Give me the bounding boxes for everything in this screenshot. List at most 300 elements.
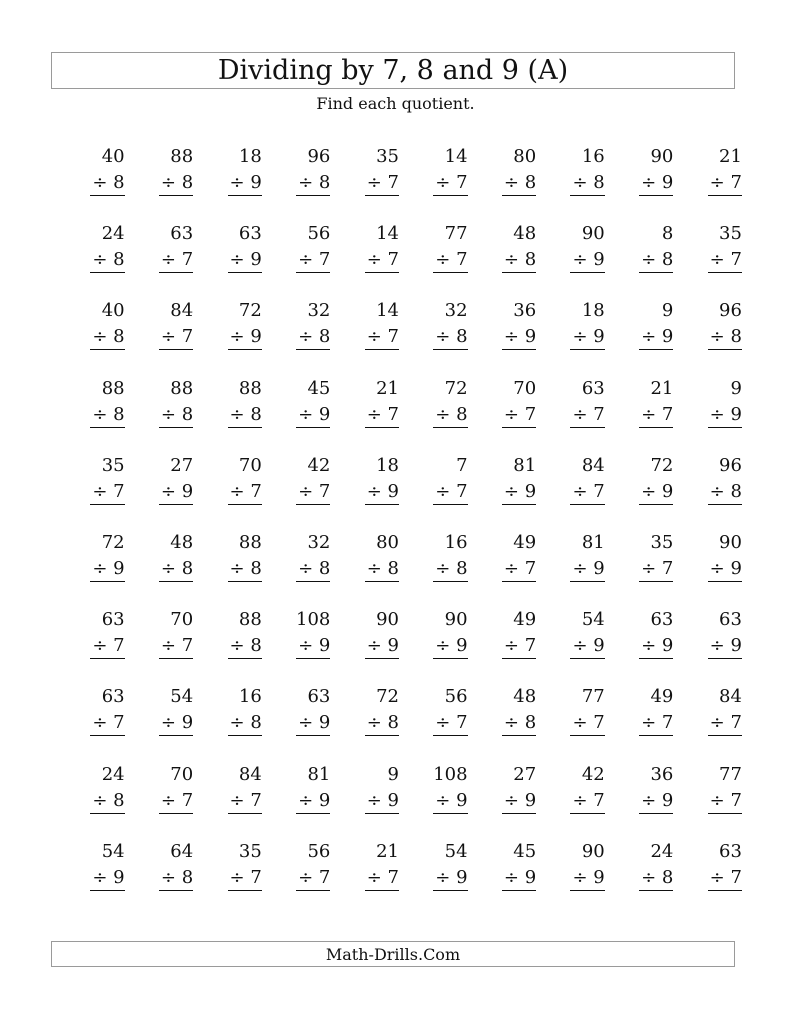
divisor: ÷ 7 bbox=[159, 247, 193, 273]
divisor: ÷ 7 bbox=[502, 633, 536, 659]
divisor: ÷ 9 bbox=[570, 247, 604, 273]
divisor: ÷ 9 bbox=[502, 865, 536, 891]
dividend: 32 bbox=[307, 300, 331, 322]
dividend: 70 bbox=[170, 609, 194, 631]
division-problem bbox=[413, 762, 482, 839]
dividend: 9 bbox=[661, 300, 674, 322]
divisor: ÷ 8 bbox=[708, 479, 742, 505]
divisor: ÷ 9 bbox=[570, 324, 604, 350]
dividend: 14 bbox=[444, 146, 468, 167]
divisor: ÷ 7 bbox=[708, 710, 742, 736]
dividend: 63 bbox=[581, 377, 605, 399]
division-problem bbox=[687, 298, 756, 375]
division-problem bbox=[619, 839, 688, 916]
divisor: ÷ 7 bbox=[228, 865, 262, 891]
dividend: 35 bbox=[101, 454, 125, 476]
division-problem bbox=[619, 221, 688, 298]
division-problem bbox=[70, 144, 139, 221]
divisor: ÷ 8 bbox=[502, 247, 536, 273]
division-problem bbox=[687, 530, 756, 607]
dividend: 81 bbox=[581, 531, 605, 553]
divisor: ÷ 7 bbox=[296, 479, 330, 505]
division-problem bbox=[139, 762, 208, 839]
dividend: 16 bbox=[581, 146, 605, 167]
divisor: ÷ 9 bbox=[502, 479, 536, 505]
dividend: 24 bbox=[101, 763, 125, 785]
divisor: ÷ 7 bbox=[228, 788, 262, 814]
dividend: 90 bbox=[719, 531, 742, 553]
dividend: 45 bbox=[513, 840, 537, 862]
dividend: 108 bbox=[433, 763, 468, 785]
dividend: 56 bbox=[307, 840, 331, 862]
divisor: ÷ 7 bbox=[433, 479, 467, 505]
dividend: 9 bbox=[387, 763, 399, 785]
dividend: 72 bbox=[376, 686, 399, 708]
dividend: 63 bbox=[101, 686, 125, 708]
division-problem bbox=[70, 376, 139, 453]
divisor: ÷ 9 bbox=[639, 633, 673, 659]
dividend: 14 bbox=[376, 223, 399, 245]
divisor: ÷ 7 bbox=[708, 865, 742, 891]
dividend: 18 bbox=[376, 454, 399, 476]
divisor: ÷ 8 bbox=[433, 324, 467, 350]
division-problem bbox=[207, 453, 276, 530]
division-problem bbox=[550, 298, 619, 375]
divisor: ÷ 9 bbox=[502, 788, 536, 814]
divisor: ÷ 7 bbox=[708, 247, 742, 273]
division-problem bbox=[619, 453, 688, 530]
division-problem bbox=[344, 684, 413, 761]
division-problem bbox=[482, 530, 551, 607]
division-problem bbox=[619, 144, 688, 221]
division-problem bbox=[70, 298, 139, 375]
division-problem bbox=[276, 453, 345, 530]
division-problem bbox=[550, 607, 619, 684]
divisor: ÷ 8 bbox=[90, 324, 124, 350]
divisor: ÷ 9 bbox=[570, 633, 604, 659]
dividend: 81 bbox=[307, 763, 331, 785]
divisor: ÷ 9 bbox=[639, 170, 673, 196]
divisor: ÷ 7 bbox=[639, 556, 673, 582]
division-problem bbox=[276, 298, 345, 375]
dividend: 27 bbox=[513, 763, 537, 785]
divisor: ÷ 8 bbox=[159, 556, 193, 582]
divisor: ÷ 7 bbox=[365, 170, 399, 196]
divisor: ÷ 7 bbox=[708, 788, 742, 814]
dividend: 8 bbox=[661, 223, 674, 245]
divisor: ÷ 8 bbox=[159, 170, 193, 196]
divisor: ÷ 8 bbox=[296, 324, 330, 350]
divisor: ÷ 7 bbox=[159, 633, 193, 659]
divisor: ÷ 8 bbox=[639, 247, 673, 273]
divisor: ÷ 9 bbox=[228, 324, 262, 350]
division-problem bbox=[344, 762, 413, 839]
dividend: 42 bbox=[581, 763, 605, 785]
division-problem bbox=[139, 839, 208, 916]
dividend: 64 bbox=[170, 840, 194, 862]
divisor: ÷ 9 bbox=[296, 402, 330, 428]
divisor: ÷ 9 bbox=[433, 788, 467, 814]
divisor: ÷ 8 bbox=[228, 710, 262, 736]
division-problem bbox=[482, 684, 551, 761]
worksheet-footer bbox=[51, 941, 735, 967]
dividend: 48 bbox=[513, 686, 537, 708]
dividend: 9 bbox=[730, 377, 742, 399]
divisor: ÷ 7 bbox=[365, 402, 399, 428]
dividend: 49 bbox=[513, 609, 537, 631]
divisor: ÷ 9 bbox=[708, 402, 742, 428]
division-problem bbox=[482, 453, 551, 530]
division-problem bbox=[207, 376, 276, 453]
dividend: 90 bbox=[444, 609, 468, 631]
dividend: 63 bbox=[170, 223, 194, 245]
dividend: 32 bbox=[444, 300, 468, 322]
division-problem bbox=[687, 144, 756, 221]
divisor: ÷ 8 bbox=[90, 402, 124, 428]
divisor: ÷ 7 bbox=[296, 865, 330, 891]
dividend: 88 bbox=[238, 531, 262, 553]
division-problem bbox=[550, 839, 619, 916]
division-problem bbox=[70, 762, 139, 839]
problem-grid bbox=[70, 144, 750, 916]
dividend: 21 bbox=[719, 146, 742, 167]
dividend: 90 bbox=[581, 840, 605, 862]
division-problem bbox=[344, 221, 413, 298]
divisor: ÷ 9 bbox=[365, 788, 399, 814]
divisor: ÷ 7 bbox=[570, 710, 604, 736]
division-problem bbox=[413, 144, 482, 221]
division-problem bbox=[207, 298, 276, 375]
division-problem bbox=[413, 839, 482, 916]
divisor: ÷ 7 bbox=[639, 710, 673, 736]
divisor: ÷ 9 bbox=[433, 865, 467, 891]
dividend: 54 bbox=[444, 840, 468, 862]
dividend: 88 bbox=[238, 609, 262, 631]
divisor: ÷ 7 bbox=[90, 710, 124, 736]
division-problem bbox=[276, 684, 345, 761]
dividend: 7 bbox=[456, 454, 468, 476]
dividend: 88 bbox=[238, 377, 262, 399]
division-problem bbox=[687, 607, 756, 684]
division-problem bbox=[687, 376, 756, 453]
divisor: ÷ 9 bbox=[228, 247, 262, 273]
division-problem bbox=[139, 298, 208, 375]
divisor: ÷ 7 bbox=[570, 788, 604, 814]
division-problem bbox=[413, 298, 482, 375]
dividend: 72 bbox=[238, 300, 262, 322]
division-problem bbox=[413, 607, 482, 684]
dividend: 90 bbox=[581, 223, 605, 245]
dividend: 77 bbox=[719, 763, 742, 785]
division-problem bbox=[550, 144, 619, 221]
division-problem bbox=[139, 607, 208, 684]
divisor: ÷ 8 bbox=[433, 556, 467, 582]
divisor: ÷ 7 bbox=[502, 556, 536, 582]
dividend: 70 bbox=[238, 454, 262, 476]
dividend: 88 bbox=[101, 377, 125, 399]
divisor: ÷ 9 bbox=[639, 479, 673, 505]
dividend: 18 bbox=[581, 300, 605, 322]
divisor: ÷ 9 bbox=[159, 710, 193, 736]
divisor: ÷ 9 bbox=[708, 556, 742, 582]
division-problem bbox=[344, 453, 413, 530]
dividend: 35 bbox=[376, 146, 399, 167]
dividend: 56 bbox=[307, 223, 331, 245]
divisor: ÷ 9 bbox=[433, 633, 467, 659]
division-problem bbox=[344, 144, 413, 221]
divisor: ÷ 9 bbox=[570, 865, 604, 891]
dividend: 80 bbox=[376, 531, 399, 553]
dividend: 96 bbox=[719, 454, 742, 476]
divisor: ÷ 9 bbox=[502, 324, 536, 350]
division-problem bbox=[276, 839, 345, 916]
division-problem bbox=[687, 762, 756, 839]
divisor: ÷ 8 bbox=[296, 170, 330, 196]
division-problem bbox=[687, 221, 756, 298]
divisor: ÷ 7 bbox=[570, 402, 604, 428]
division-problem bbox=[70, 530, 139, 607]
division-problem bbox=[344, 298, 413, 375]
dividend: 56 bbox=[444, 686, 468, 708]
division-problem bbox=[619, 376, 688, 453]
divisor: ÷ 9 bbox=[296, 710, 330, 736]
dividend: 18 bbox=[238, 146, 262, 167]
division-problem bbox=[619, 530, 688, 607]
divisor: ÷ 8 bbox=[365, 556, 399, 582]
divisor: ÷ 7 bbox=[433, 170, 467, 196]
division-problem bbox=[413, 453, 482, 530]
dividend: 21 bbox=[376, 377, 399, 399]
division-problem bbox=[207, 839, 276, 916]
division-problem bbox=[413, 530, 482, 607]
divisor: ÷ 8 bbox=[502, 710, 536, 736]
dividend: 42 bbox=[307, 454, 331, 476]
division-problem bbox=[139, 453, 208, 530]
division-problem bbox=[482, 298, 551, 375]
worksheet-instructions: Find each quotient. bbox=[316, 94, 475, 113]
dividend: 77 bbox=[581, 686, 605, 708]
division-problem bbox=[619, 762, 688, 839]
divisor: ÷ 9 bbox=[90, 865, 124, 891]
division-problem bbox=[207, 530, 276, 607]
dividend: 90 bbox=[376, 609, 399, 631]
dividend: 72 bbox=[650, 454, 674, 476]
dividend: 72 bbox=[444, 377, 468, 399]
dividend: 21 bbox=[376, 840, 399, 862]
division-problem bbox=[70, 607, 139, 684]
division-problem bbox=[276, 607, 345, 684]
division-problem bbox=[550, 453, 619, 530]
division-problem bbox=[207, 684, 276, 761]
division-problem bbox=[482, 376, 551, 453]
dividend: 27 bbox=[170, 454, 194, 476]
divisor: ÷ 8 bbox=[90, 247, 124, 273]
dividend: 54 bbox=[581, 609, 605, 631]
divisor: ÷ 8 bbox=[228, 402, 262, 428]
division-problem bbox=[619, 684, 688, 761]
division-problem bbox=[139, 530, 208, 607]
dividend: 54 bbox=[101, 840, 125, 862]
division-problem bbox=[276, 376, 345, 453]
divisor: ÷ 8 bbox=[365, 710, 399, 736]
dividend: 48 bbox=[513, 223, 537, 245]
divisor: ÷ 8 bbox=[228, 556, 262, 582]
division-problem bbox=[207, 221, 276, 298]
dividend: 49 bbox=[513, 531, 537, 553]
division-problem bbox=[139, 376, 208, 453]
dividend: 32 bbox=[307, 531, 331, 553]
divisor: ÷ 9 bbox=[365, 633, 399, 659]
divisor: ÷ 7 bbox=[708, 170, 742, 196]
divisor: ÷ 8 bbox=[570, 170, 604, 196]
divisor: ÷ 7 bbox=[570, 479, 604, 505]
divisor: ÷ 7 bbox=[365, 247, 399, 273]
dividend: 48 bbox=[170, 531, 194, 553]
division-problem bbox=[687, 684, 756, 761]
divisor: ÷ 9 bbox=[708, 633, 742, 659]
footer-site-text: Math-Drills.Com bbox=[325, 944, 461, 964]
divisor: ÷ 8 bbox=[639, 865, 673, 891]
dividend: 21 bbox=[650, 377, 674, 399]
division-problem bbox=[276, 762, 345, 839]
dividend: 90 bbox=[650, 146, 674, 167]
division-problem bbox=[70, 221, 139, 298]
divisor: ÷ 9 bbox=[639, 788, 673, 814]
dividend: 63 bbox=[650, 609, 674, 631]
divisor: ÷ 7 bbox=[433, 247, 467, 273]
dividend: 84 bbox=[719, 686, 742, 708]
divisor: ÷ 7 bbox=[159, 324, 193, 350]
divisor: ÷ 9 bbox=[570, 556, 604, 582]
division-problem bbox=[482, 607, 551, 684]
dividend: 24 bbox=[101, 223, 125, 245]
division-problem bbox=[344, 607, 413, 684]
dividend: 72 bbox=[101, 531, 125, 553]
dividend: 40 bbox=[101, 300, 125, 322]
dividend: 96 bbox=[719, 300, 742, 322]
dividend: 84 bbox=[238, 763, 262, 785]
divisor: ÷ 7 bbox=[365, 324, 399, 350]
divisor: ÷ 8 bbox=[159, 865, 193, 891]
division-problem bbox=[70, 453, 139, 530]
division-problem bbox=[482, 221, 551, 298]
division-problem bbox=[482, 839, 551, 916]
dividend: 81 bbox=[513, 454, 537, 476]
division-problem bbox=[550, 762, 619, 839]
division-problem bbox=[413, 684, 482, 761]
dividend: 49 bbox=[650, 686, 674, 708]
dividend: 84 bbox=[170, 300, 194, 322]
worksheet-title bbox=[51, 52, 735, 89]
divisor: ÷ 8 bbox=[90, 170, 124, 196]
divisor: ÷ 9 bbox=[228, 170, 262, 196]
dividend: 88 bbox=[170, 146, 194, 167]
dividend: 16 bbox=[238, 686, 262, 708]
dividend: 63 bbox=[719, 609, 742, 631]
division-problem bbox=[344, 376, 413, 453]
dividend: 35 bbox=[650, 531, 674, 553]
dividend: 35 bbox=[719, 223, 742, 245]
dividend: 88 bbox=[170, 377, 194, 399]
division-problem bbox=[482, 762, 551, 839]
divisor: ÷ 7 bbox=[365, 865, 399, 891]
divisor: ÷ 8 bbox=[159, 402, 193, 428]
dividend: 96 bbox=[307, 146, 331, 167]
dividend: 63 bbox=[101, 609, 125, 631]
divisor: ÷ 8 bbox=[708, 324, 742, 350]
dividend: 45 bbox=[307, 377, 331, 399]
division-problem bbox=[687, 453, 756, 530]
worksheet-title-text: Dividing by 7, 8 and 9 (A) bbox=[217, 55, 569, 86]
dividend: 63 bbox=[307, 686, 331, 708]
division-problem bbox=[276, 221, 345, 298]
division-problem bbox=[482, 144, 551, 221]
divisor: ÷ 9 bbox=[639, 324, 673, 350]
divisor: ÷ 8 bbox=[433, 402, 467, 428]
divisor: ÷ 8 bbox=[228, 633, 262, 659]
divisor: ÷ 9 bbox=[365, 479, 399, 505]
division-problem bbox=[70, 684, 139, 761]
division-problem bbox=[413, 376, 482, 453]
dividend: 14 bbox=[376, 300, 399, 322]
division-problem bbox=[550, 221, 619, 298]
divisor: ÷ 8 bbox=[502, 170, 536, 196]
division-problem bbox=[207, 607, 276, 684]
dividend: 108 bbox=[296, 609, 331, 631]
division-problem bbox=[276, 530, 345, 607]
dividend: 63 bbox=[719, 840, 742, 862]
division-problem bbox=[276, 144, 345, 221]
division-problem bbox=[139, 144, 208, 221]
divisor: ÷ 7 bbox=[90, 633, 124, 659]
division-problem bbox=[550, 530, 619, 607]
divisor: ÷ 7 bbox=[296, 247, 330, 273]
divisor: ÷ 8 bbox=[90, 788, 124, 814]
division-problem bbox=[619, 298, 688, 375]
division-problem bbox=[619, 607, 688, 684]
dividend: 36 bbox=[650, 763, 674, 785]
division-problem bbox=[550, 684, 619, 761]
dividend: 63 bbox=[238, 223, 262, 245]
division-problem bbox=[344, 530, 413, 607]
division-problem bbox=[139, 684, 208, 761]
division-problem bbox=[139, 221, 208, 298]
dividend: 40 bbox=[101, 146, 125, 167]
divisor: ÷ 9 bbox=[296, 788, 330, 814]
dividend: 77 bbox=[444, 223, 468, 245]
dividend: 80 bbox=[513, 146, 537, 167]
division-problem bbox=[687, 839, 756, 916]
dividend: 70 bbox=[170, 763, 194, 785]
dividend: 16 bbox=[444, 531, 468, 553]
divisor: ÷ 7 bbox=[502, 402, 536, 428]
division-problem bbox=[413, 221, 482, 298]
divisor: ÷ 9 bbox=[159, 479, 193, 505]
divisor: ÷ 8 bbox=[296, 556, 330, 582]
division-problem bbox=[70, 839, 139, 916]
dividend: 70 bbox=[513, 377, 537, 399]
dividend: 36 bbox=[513, 300, 537, 322]
divisor: ÷ 9 bbox=[90, 556, 124, 582]
division-problem bbox=[207, 762, 276, 839]
divisor: ÷ 7 bbox=[90, 479, 124, 505]
dividend: 54 bbox=[170, 686, 194, 708]
dividend: 35 bbox=[238, 840, 262, 862]
divisor: ÷ 7 bbox=[228, 479, 262, 505]
dividend: 24 bbox=[650, 840, 674, 862]
divisor: ÷ 9 bbox=[296, 633, 330, 659]
divisor: ÷ 7 bbox=[433, 710, 467, 736]
